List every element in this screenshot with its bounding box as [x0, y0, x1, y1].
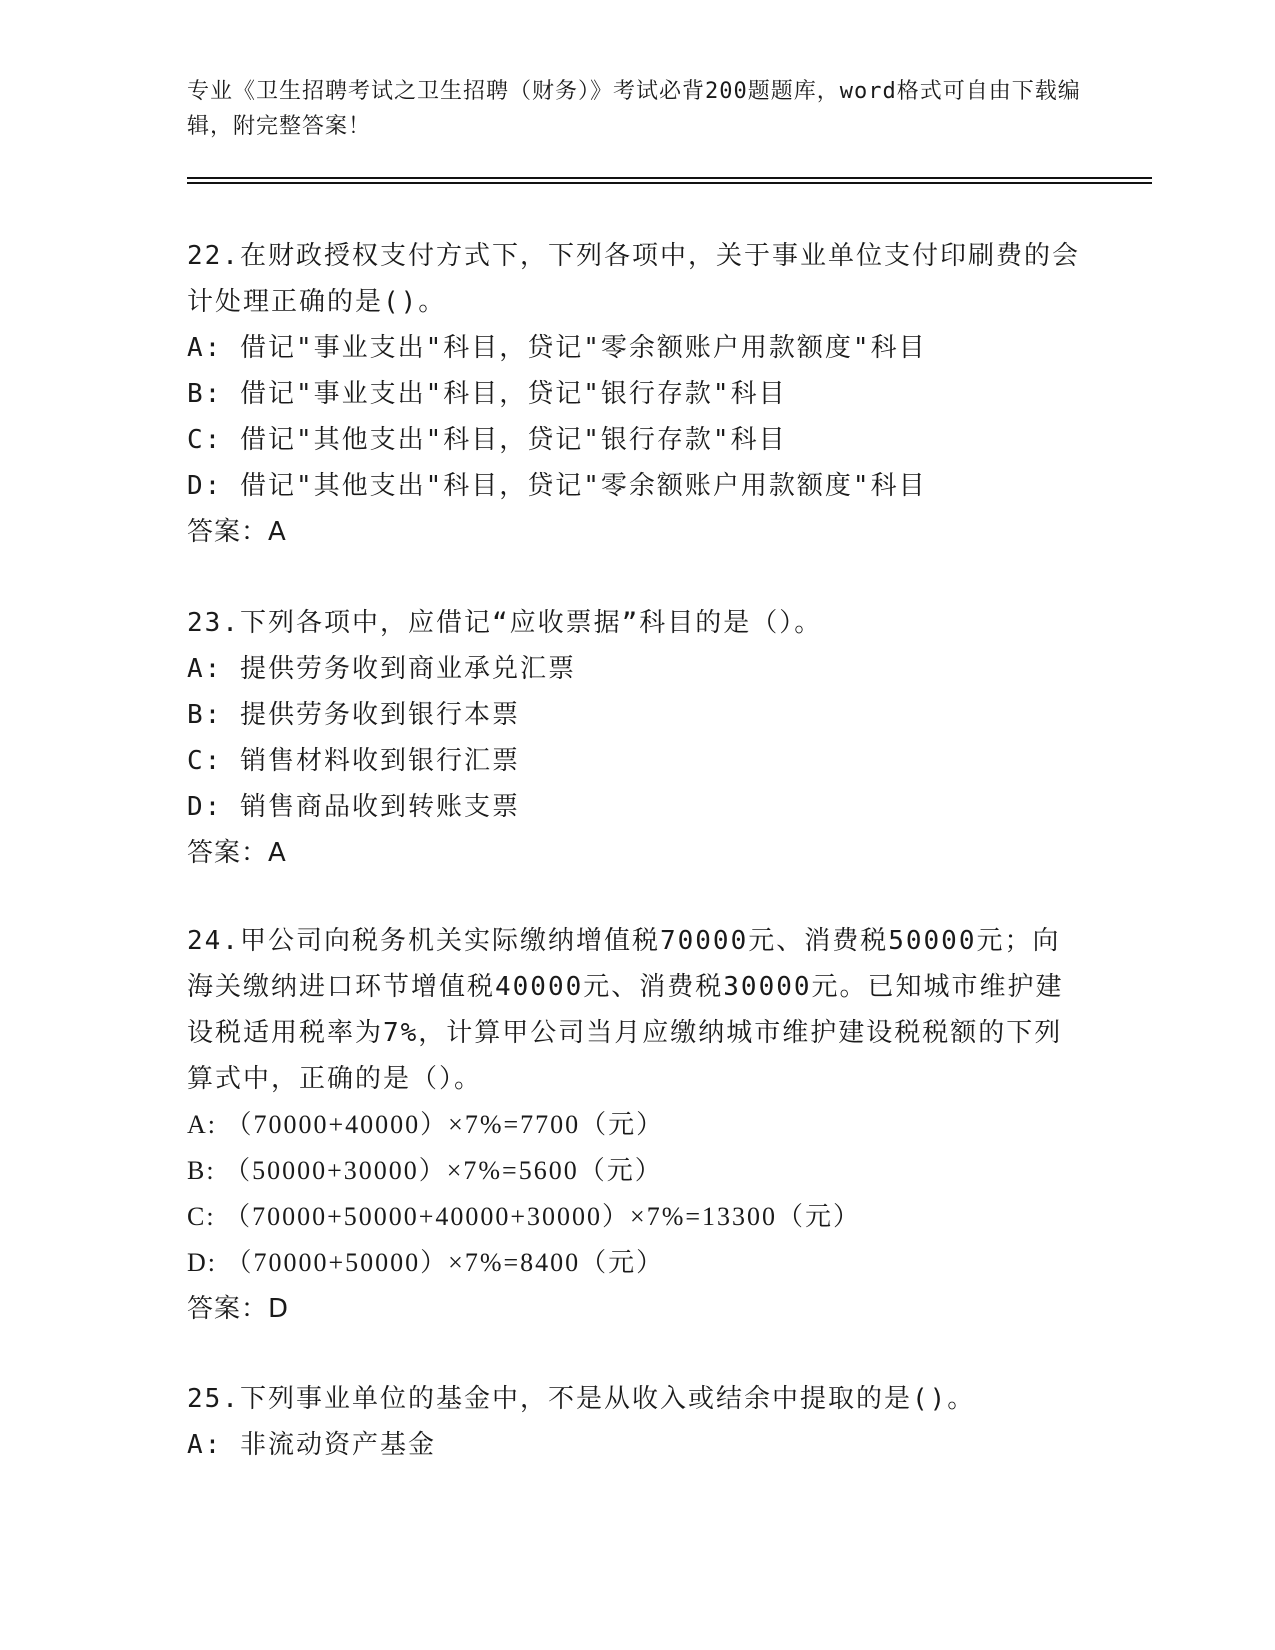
answer-label: 答案：D [187, 1294, 290, 1324]
header-divider-bottom [187, 182, 1152, 184]
option-b: B: （50000+30000）×7%=5600（元） [187, 1156, 663, 1185]
question-23 [187, 600, 1087, 876]
option-d: D: （70000+50000）×7%=8400（元） [187, 1248, 665, 1277]
option-a: A: 非流动资产基金 [187, 1430, 436, 1460]
option-d: D: 销售商品收到转账支票 [187, 792, 520, 822]
header-divider-top [187, 177, 1152, 179]
option-b: B: 提供劳务收到银行本票 [187, 700, 520, 730]
question-stem: 25.下列事业单位的基金中，不是从收入或结余中提取的是()。 [187, 1384, 976, 1414]
option-c: C: 借记"其他支出"科目，贷记"银行存款"科目 [187, 425, 787, 455]
question-stem: 22.在财政授权支付方式下，下列各项中，关于事业单位支付印刷费的会计处理正确的是()。 [187, 241, 1080, 317]
option-a: A: 借记"事业支出"科目，贷记"零余额账户用款额度"科目 [187, 333, 927, 363]
question-24 [187, 918, 1087, 1332]
option-d: D: 借记"其他支出"科目，贷记"零余额账户用款额度"科目 [187, 471, 927, 501]
question-stem: 24.甲公司向税务机关实际缴纳增值税70000元、消费税50000元；向海关缴纳进口环节增值税40000元、消费税30000元。已知城市维护建设税适用税率为7%，计算甲公司当月应缴纳城市维护建设税税额的下列算式中，正确的是（）。 [187, 926, 1064, 1094]
option-a: A: （70000+40000）×7%=7700（元） [187, 1110, 665, 1139]
option-c: C: （70000+50000+40000+30000）×7%=13300（元） [187, 1202, 862, 1231]
document-header: 专业《卫生招聘考试之卫生招聘（财务）》考试必背200题题库，word格式可自由下载编辑，附完整答案！ [187, 79, 1081, 139]
question-22 [187, 233, 1087, 555]
question-25 [187, 1376, 1087, 1468]
answer-label: 答案：A [187, 517, 287, 547]
answer-label: 答案：A [187, 838, 287, 868]
question-stem: 23.下列各项中，应借记“应收票据”科目的是（）。 [187, 608, 823, 638]
option-b: B: 借记"事业支出"科目，贷记"银行存款"科目 [187, 379, 787, 409]
option-a: A: 提供劳务收到商业承兑汇票 [187, 654, 576, 684]
option-c: C: 销售材料收到银行汇票 [187, 746, 520, 776]
